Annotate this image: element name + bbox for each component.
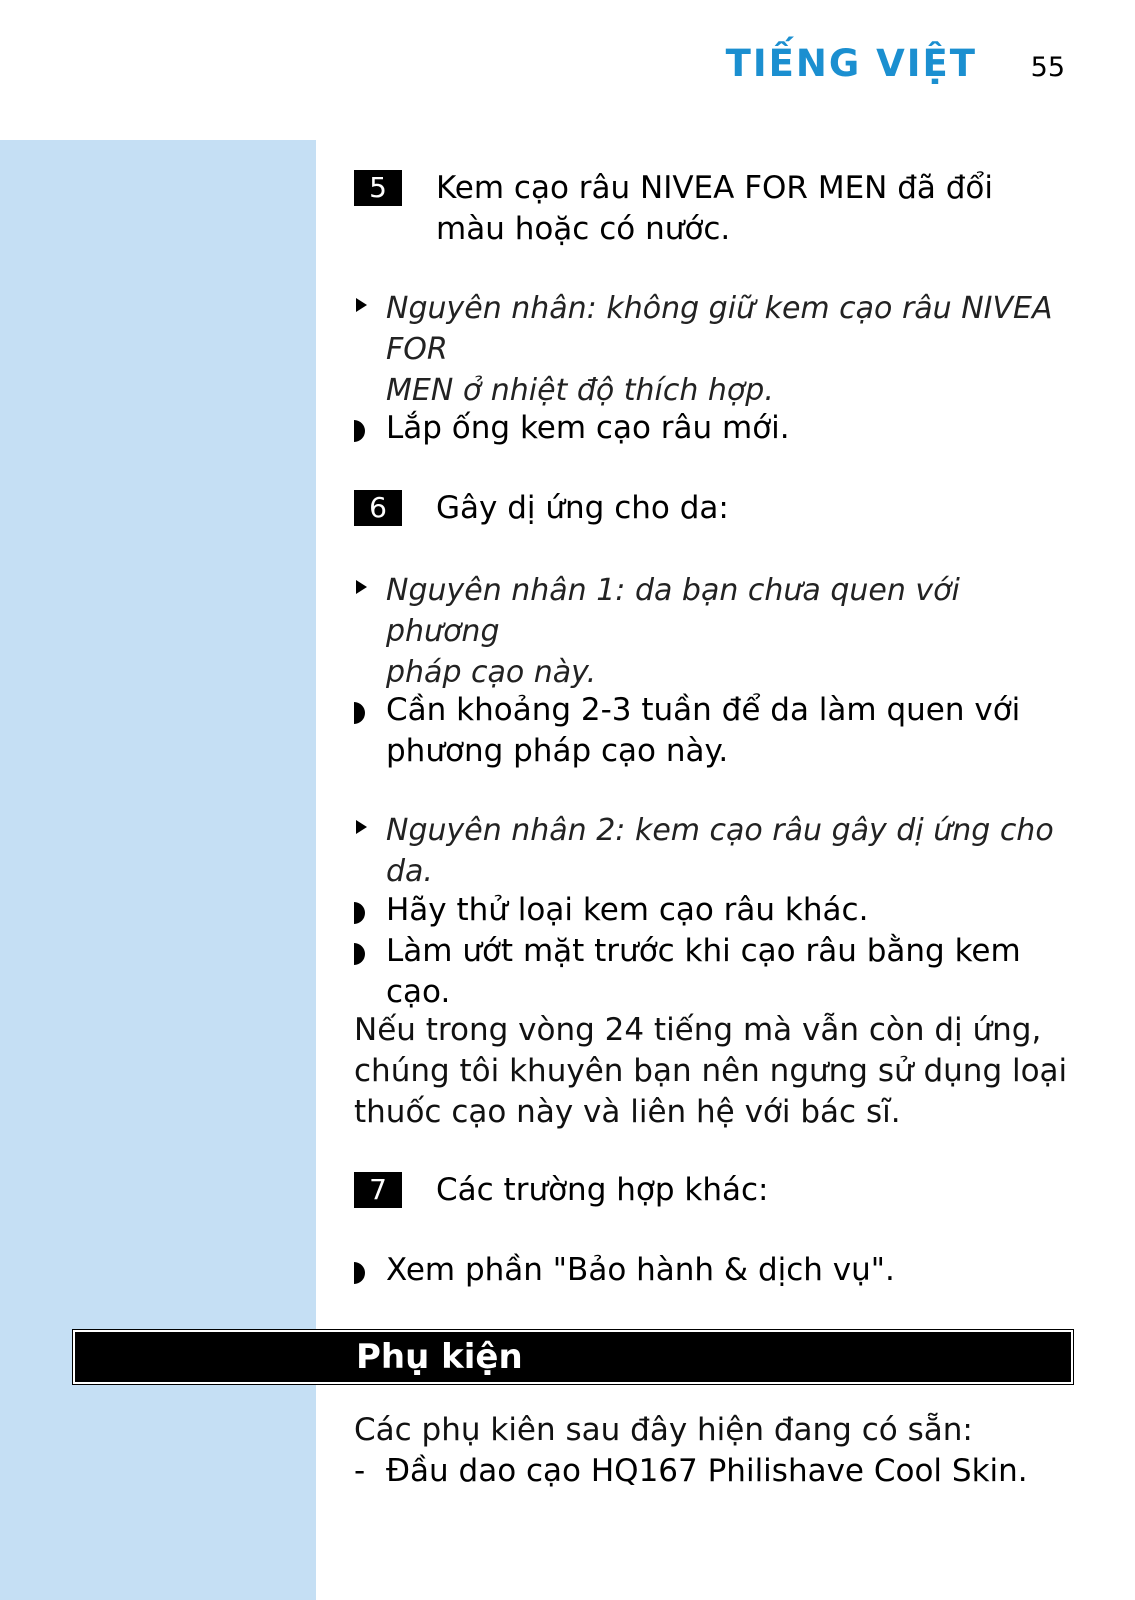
step-7-action [354, 1250, 1074, 1291]
step-5 [354, 168, 1074, 250]
half-circle-bullet-icon [354, 1262, 365, 1284]
accessories-content [354, 1410, 1074, 1492]
page-number: 55 [1030, 52, 1065, 83]
step-5-heading-line-2: màu hoặc có nước. [436, 211, 731, 247]
action-text: Xem phần "Bảo hành & dịch vụ". [386, 1252, 895, 1288]
action-text: Hãy thử loại kem cạo râu khác. [386, 892, 869, 928]
cause-line-2: MEN ở nhiệt độ thích hợp. [386, 373, 774, 408]
step-5-heading [436, 168, 1074, 250]
cause-line-2: pháp cạo này. [386, 655, 597, 690]
half-circle-bullet-icon [354, 943, 365, 965]
triangle-bullet-icon [356, 820, 367, 834]
half-circle-bullet-icon [354, 702, 365, 724]
note-line-2: chúng tôi khuyên bạn nên ngưng sử dụng loại [354, 1053, 1068, 1089]
step-6-cause-1 [354, 570, 1074, 693]
step-number-5: 5 [354, 170, 402, 206]
step-6-note [354, 1010, 1074, 1133]
cause-line-1: Nguyên nhân: không giữ kem cạo râu NIVEA FOR [386, 291, 1053, 367]
step-number-7: 7 [354, 1172, 402, 1208]
step-6-action-1 [354, 690, 1074, 772]
triangle-bullet-icon [356, 580, 367, 594]
accessories-intro: Các phụ kiên sau đây hiện đang có sẵn: [354, 1412, 973, 1448]
step-6-actions [354, 890, 1074, 1013]
step-5-action [354, 408, 1074, 449]
section-title: Phụ kiện [356, 1337, 523, 1377]
step-5-cause [354, 288, 1074, 411]
step-7 [354, 1170, 1074, 1211]
dash-bullet: - [354, 1453, 366, 1489]
action-line-1: Cần khoảng 2-3 tuần để da làm quen với [386, 692, 1021, 728]
action-line-2: phương pháp cạo này. [386, 733, 729, 769]
step-7-heading: Các trường hợp khác: [436, 1172, 769, 1208]
step-6 [354, 488, 1074, 529]
cause-text: Nguyên nhân 2: kem cạo râu gây dị ứng cho da. [386, 813, 1054, 889]
accessory-item: Đầu dao cạo HQ167 Philishave Cool Skin. [386, 1453, 1028, 1489]
step-6-heading: Gây dị ứng cho da: [436, 490, 729, 526]
section-header-bar [73, 1330, 1073, 1384]
step-5-heading-line-1: Kem cạo râu NIVEA FOR MEN đã đổi [436, 170, 993, 206]
triangle-bullet-icon [356, 298, 367, 312]
note-line-1: Nếu trong vòng 24 tiếng mà vẫn còn dị ứng, [354, 1012, 1042, 1048]
action-text: Làm ướt mặt trước khi cạo râu bằng kem cạo. [386, 933, 1021, 1010]
half-circle-bullet-icon [354, 420, 365, 442]
half-circle-bullet-icon [354, 902, 365, 924]
language-label: TIẾNG VIỆT [725, 42, 977, 85]
step-number-6: 6 [354, 490, 402, 526]
action-text: Lắp ống kem cạo râu mới. [386, 410, 790, 446]
cause-line-1: Nguyên nhân 1: da bạn chưa quen với phương [386, 573, 960, 649]
step-6-cause-2 [354, 810, 1074, 892]
note-line-3: thuốc cạo này và liên hệ với bác sĩ. [354, 1094, 901, 1130]
